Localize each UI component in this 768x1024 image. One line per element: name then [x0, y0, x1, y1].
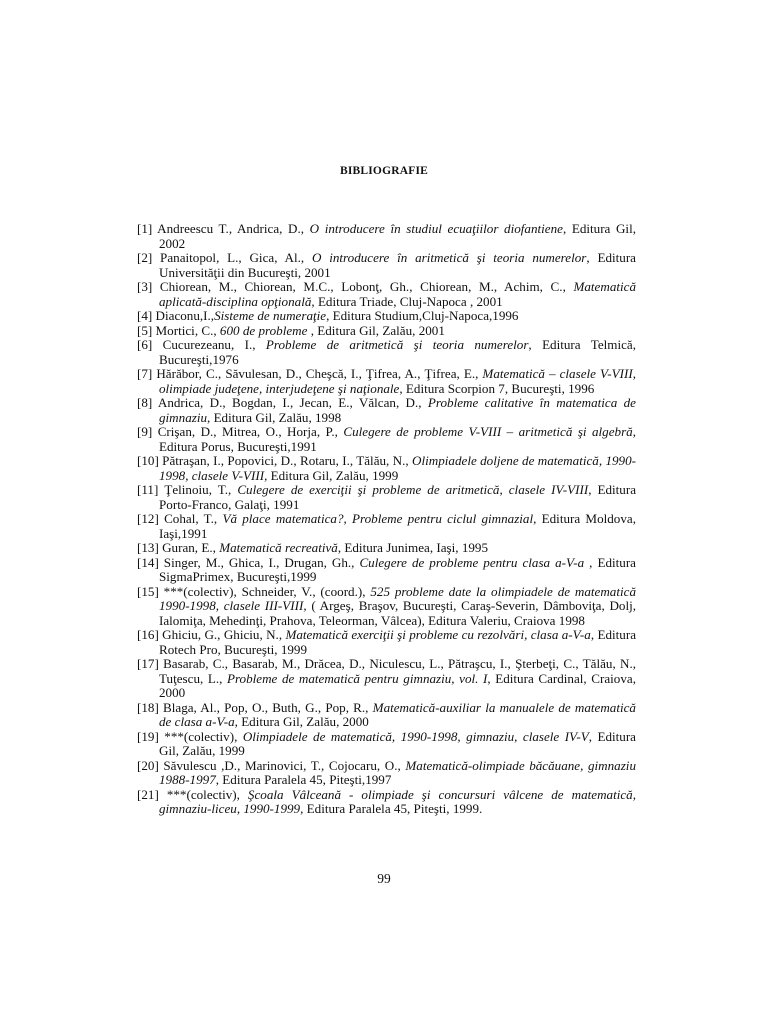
- entry-authors: [9] Crişan, D., Mitrea, O., Horja, P.,: [137, 424, 344, 439]
- entry-title: O introducere în studiul ecuaţiilor diofantiene: [309, 221, 563, 236]
- entry-title: O introducere în aritmetică şi teoria numerelor: [311, 250, 587, 265]
- entry-authors: [18] Blaga, Al., Pop, O., Buth, G., Pop, R.,: [137, 699, 373, 715]
- bibliography-entry: [137, 788, 636, 817]
- bibliography-entry: [137, 280, 636, 309]
- entry-publisher: , Editura Paralela 45, Piteşti,1997: [215, 772, 392, 787]
- page-number: 99: [377, 871, 391, 886]
- entry-title: Matematică recreativă: [219, 540, 338, 555]
- entry-publisher: , Editura Gil, Zalău, 1998: [207, 409, 342, 425]
- entry-title: Culegere de exerciţii şi probleme de aritmetică, clasele IV-VIII: [237, 482, 589, 497]
- bibliography-entry: [137, 730, 636, 759]
- entry-publisher: , Editura Gil, 2002: [159, 221, 636, 251]
- bibliography-entry: [137, 324, 636, 339]
- entry-title: Matematică-olimpiade băcăuane, gimnaziu 1988-1997: [159, 757, 636, 787]
- entry-title: Matematică exerciţii şi probleme cu rezolvări, clasa a-V-a: [285, 627, 591, 642]
- entry-publisher: , Editura Junimea, Iaşi, 1995: [337, 540, 489, 555]
- entry-authors: [10] Pătraşan, I., Popovici, D., Rotaru, I., Tălău, N.,: [137, 453, 413, 468]
- entry-publisher: , Editura Gil, Zalău, 2000: [234, 714, 369, 729]
- entry-title: Matematică aplicată-disciplina opţională: [159, 279, 636, 309]
- entry-publisher: , Editura SigmaPrimex, Bucureşti,1999: [159, 554, 636, 584]
- entry-title: Olimpiadele doljene de matematică, 1990-1998, clasele V-VIII: [159, 453, 636, 483]
- entry-authors: [7] Hărăbor, C., Săvulesan, D., Cheşcă, I., Ţifrea, A., Ţifrea, E.,: [137, 366, 483, 381]
- bibliography-entry: [137, 556, 636, 585]
- entry-publisher: , Editura Universităţii din Bucureşti, 2001: [159, 250, 636, 280]
- entry-title: 600 de probleme: [219, 322, 308, 338]
- bibliography-entry: [137, 585, 636, 629]
- bibliography-entry: [137, 657, 636, 701]
- bibliography-entry: [137, 628, 636, 657]
- entry-publisher: , Editura Paralela 45, Piteşti, 1999.: [300, 801, 483, 816]
- bibliography-entry: [137, 222, 636, 251]
- entry-title: Culegere de probleme pentru clasa a-V-a: [359, 554, 585, 570]
- entry-authors: [14] Singer, M., Ghica, I., Drugan, Gh.,: [137, 554, 360, 570]
- bibliography-entry: [137, 483, 636, 512]
- bibliography-list: [137, 222, 636, 817]
- entry-authors: [6] Cucurezeanu, I.,: [137, 337, 266, 352]
- entry-authors: [2] Panaitopol, L., Gica, Al.,: [137, 250, 312, 265]
- entry-authors: [16] Ghiciu, G., Ghiciu, N.,: [137, 627, 286, 642]
- entry-authors: [15] ***(colectiv), Schneider, V., (coord.),: [137, 583, 371, 599]
- entry-authors: [12] Cohal, T.,: [137, 511, 223, 526]
- bibliography-entry: [137, 251, 636, 280]
- bibliography-entry: [137, 367, 636, 396]
- entry-title: 525 probleme date la olimpiadele de matematică 1990-1998, clasele III-VIII: [159, 583, 636, 613]
- entry-publisher: , Editura Cardinal, Craiova, 2000: [159, 670, 636, 700]
- bibliography-entry: [137, 425, 636, 454]
- entry-publisher: , Editura Moldova, Iaşi,1991: [159, 511, 636, 541]
- entry-authors: [1] Andreescu T., Andrica, D.,: [137, 221, 310, 236]
- entry-authors: [21] ***(colectiv),: [137, 786, 248, 802]
- entry-publisher: , Editura Porus, Bucureşti,1991: [159, 424, 636, 454]
- entry-authors: [5] Mortici, C.,: [137, 322, 220, 338]
- entry-title: Probleme calitative în matematica de gimnaziu: [159, 395, 636, 425]
- entry-publisher: , ( Argeş, Braşov, Bucureşti, Caraş-Severin, Dâmboviţa, Dolj, Ialomiţa, Mehedinţi, Prahova, Teleorman, Vâlcea), Editura Valeriu, Craiova 1998: [159, 598, 636, 628]
- bibliography-entry: [137, 396, 636, 425]
- bibliography-entry: [137, 759, 636, 788]
- entry-publisher: , Editura Triade, Cluj-Napoca , 2001: [311, 293, 503, 309]
- entry-authors: [19] ***(colectiv),: [137, 728, 243, 744]
- entry-publisher: , Editura Studium,Cluj-Napoca,1996: [326, 308, 519, 323]
- bibliography-entry: [137, 541, 636, 556]
- entry-publisher: , Editura Gil, Zalău, 1999: [159, 728, 636, 758]
- entry-title: Olimpiadele de matematică, 1990-1998, gimnaziu, clasele IV-V: [242, 728, 589, 744]
- entry-authors: [3] Chiorean, M., Chiorean, M.C., Lobonţ, Gh., Chiorean, M., Achim, C.,: [137, 279, 574, 294]
- entry-publisher: , Editura Telmică, Bucureşti,1976: [159, 337, 636, 367]
- entry-authors: [11] Ţelinoiu, T.,: [137, 482, 238, 497]
- bibliography-entry: [137, 309, 636, 324]
- entry-authors: [4] Diaconu,I.,: [137, 308, 215, 323]
- bibliography-entry: [137, 701, 636, 730]
- entry-title: Matematică-auxiliar la manualele de matematică de clasa a-V-a: [159, 699, 636, 729]
- entry-title: Probleme de matematică pentru gimnaziu, vol. I: [226, 670, 488, 686]
- entry-authors: [20] Săvulescu ,D., Marinovici, T., Cojocaru, O.,: [137, 757, 406, 773]
- bibliography-entry: [137, 512, 636, 541]
- entry-publisher: , Editura Scorpion 7, Bucureşti, 1996: [399, 380, 595, 396]
- entry-publisher: , Editura Porto-Franco, Galaţi, 1991: [159, 482, 637, 512]
- entry-title: Şcoala Vâlceană - olimpiade şi concursuri vâlcene de matematică, gimnaziu-liceu, 1990-1999: [159, 786, 636, 816]
- entry-authors: [8] Andrica, D., Bogdan, I., Jecan, E., Vălcan, D.,: [137, 395, 428, 410]
- bibliography-entry: [137, 454, 636, 483]
- entry-title: Vă place matematica?, Probleme pentru ciclul gimnazial: [222, 511, 534, 526]
- bibliography-entry: [137, 338, 636, 367]
- entry-title: Matematică – clasele V-VIII, olimpiade judeţene, interjudeţene şi naţionale: [159, 366, 636, 396]
- entry-publisher: , Editura Gil, Zalău, 2001: [307, 322, 445, 338]
- entry-publisher: , Editura Rotech Pro, Bucureşti, 1999: [159, 627, 637, 657]
- entry-title: Sisteme de numeraţie: [214, 308, 327, 323]
- entry-authors: [13] Guran, E.,: [137, 540, 220, 555]
- entry-title: Culegere de probleme V-VIII – aritmetică şi algebră: [343, 424, 633, 439]
- entry-publisher: , Editura Gil, Zalău, 1999: [264, 467, 399, 483]
- page-title: BIBLIOGRAFIE: [339, 165, 429, 177]
- entry-authors: [17] Basarab, C., Basarab, M., Drăcea, D., Niculescu, L., Pătraşcu, I., Şterbeţi, C., Tălău, N., Tuţescu, L.,: [137, 656, 636, 686]
- entry-title: Probleme de aritmetică şi teoria numerelor: [265, 337, 529, 352]
